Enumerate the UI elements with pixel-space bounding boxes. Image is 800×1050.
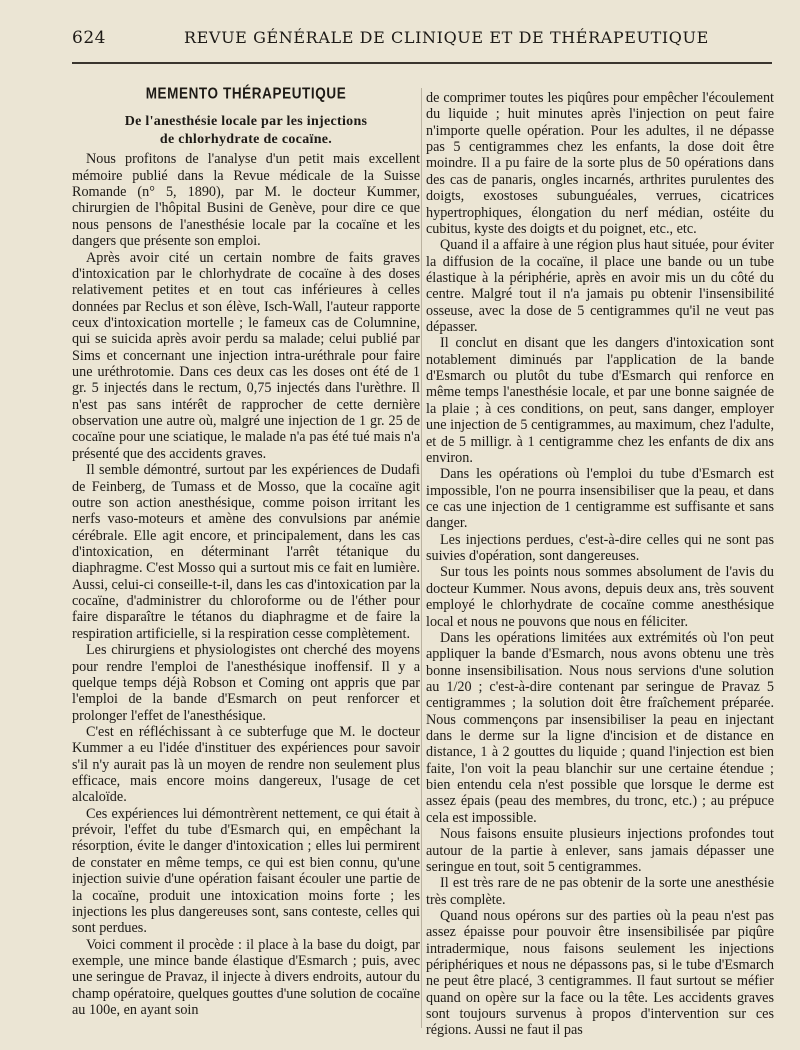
running-head: REVUE GÉNÉRALE DE CLINIQUE ET DE THÉRAPEUTIQUE <box>184 28 709 47</box>
paragraph: Quand nous opérons sur des parties où la peau n'est pas assez épaisse pour pouvoir être insensibilisée par piqûre intradermique, nous faisons seulement les injections périphériques et nous ne dépassons pas, si le tube d'Esmarch ne peut être placé, 3 centigrammes. Il faut surtout se méfier quand on opère sur la face ou la tête. Les accidents graves sont toujours survenus à propos d'intervention sur ces régions. Aussi ne faut il pas <box>426 907 774 1039</box>
paragraph: Sur tous les points nous sommes absolument de l'avis du docteur Kummer. Nous avons, depuis deux ans, très souvent employé le chlorhydrate de cocaïne comme anesthésique local et nous ne pouvons que nous en féliciter. <box>426 564 774 630</box>
article-title-line1: De l'anesthésie locale par les injections <box>124 114 368 130</box>
paragraph: Voici comment il procède : il place à la base du doigt, par exemple, une mince bande élastique d'Esmarch ; puis, avec une seringue de Pravaz, il injecte à divers endroits, autour du champ opératoire, quelques gouttes d'une solution de cocaïne au 100e, en ayant soin <box>72 936 420 1019</box>
paragraph: Nous profitons de l'analyse d'un petit mais excellent mémoire publié dans la Revue médicale de la Suisse Romande (n° 5, 1890), par M. le docteur Kummer, chirurgien de l'hôpital Busini de Genève, pour dire ce que nous pensons de l'anesthésie locale par la cocaïne et les dangers que présente son emploi. <box>72 151 420 250</box>
section-title: MEMENTO THÉRAPEUTIQUE <box>145 84 347 103</box>
paragraph: Après avoir cité un certain nombre de faits graves d'intoxication par le chlorhydrate de cocaïne à des doses relativement petites et en tout cas inférieures à celles données par Reclus et son élève, Isch-Wall, l'auteur rapporte ceux d'intoxication mortelle ; le fameux cas de Columnine, qui se suicida après avoir perdu sa malade; celui publié par Sims et concernant une injection intra-uréthrale pour faire une uréthrotomie. Dans ces deux cas les doses ont été de 1 gr. 5 injectés dans le rectum, 0,75 injectés dans l'urèthre. Il n'est pas sans intérêt de rapprocher de cette dernière observation une autre où, malgré une injection de 1 gr. 25 de cocaïne pour une sciatique, le malade n'a pas été tué mais n'a présenté que des accidents graves. <box>72 249 420 462</box>
paragraph: C'est en réfléchissant à ce subterfuge que M. le docteur Kummer a eu l'idée d'instituer des expériences pour savoir s'il n'y aurait pas là un moyen de rendre non seulement plus efficace, mais encore moins dangereux, l'usage de cet alcaloïde. <box>72 723 420 806</box>
paragraph: Quand il a affaire à une région plus haut située, pour éviter la diffusion de la cocaïne, il place une bande ou un tube élastique à la périphérie, après en avoir mis un du côté du centre. Malgré tout il n'a jamais pu obtenir l'insensibilité osseuse, avec la dose de 5 centigrammes qu'il ne veut pas dépasser. <box>426 237 774 336</box>
header-rule <box>72 62 772 64</box>
paragraph: Les injections perdues, c'est-à-dire celles qui ne sont pas suivies d'opération, sont dangereuses. <box>426 531 774 565</box>
article-title-line2: de chlorhydrate de cocaïne. <box>159 131 333 147</box>
paragraph: Dans les opérations limitées aux extrémités où l'on peut appliquer la bande d'Esmarch, nous avons obtenu une très bonne insensibilisation. Nous nous servions d'une solution au 1/20 ; c'est-à-dire contenant par seringue de Pravaz 5 centigrammes ; la solution doit être fraîchement préparée. Nous commençons par insensibiliser la peau en injectant dans le derme sur la ligne d'incision et de distance en distance, 1 à 2 gouttes du liquide ; quand l'injection est bien faite, l'on voit la peau blanchir sur une certaine étendue ; bien entendu cela n'est possible que lorsque le derme est assez épais (peau des membres, du tronc, etc.) ; au prépuce cela est impossible. <box>426 629 774 826</box>
page-header <box>72 28 772 52</box>
paragraph: Les chirurgiens et physiologistes ont cherché des moyens pour rendre l'emploi de l'anesthésique inoffensif. Il y a quelque temps déjà Robson et Coming ont appris que par l'emploi de la bande d'Esmarch on peut renforcer et prolonger l'effet de l'anesthésique. <box>72 642 420 724</box>
right-column <box>426 90 774 1039</box>
column-divider <box>421 88 422 1028</box>
paragraph: Nous faisons ensuite plusieurs injections profondes tout autour de la partie à enlever, sans jamais dépasser une seringue en tout, soit 5 centigrammes. <box>426 826 774 875</box>
paragraph-continued: de comprimer toutes les piqûres pour empêcher l'écoulement du liquide ; huit minutes après l'injection on peut faire n'importe quelle opération. Pour les adultes, il ne dépasse pas 5 centigrammes chez les enfants, la dose doit être moindre. Il a pu faire de la sorte plus de 50 opérations dans des cas de panaris, ongles incarnés, arthrites purulentes des doigts, exostoses subunguéales, verrues, cicatrices hypertrophiques, élongation du nerf médian, ostéite du cubitus, kyste des doigts et du poignet, etc., etc. <box>426 90 774 237</box>
page-number: 624 <box>72 28 106 48</box>
paragraph: Il conclut en disant que les dangers d'intoxication sont notablement diminués par l'application de la bande d'Esmarch ou plutôt du tube d'Esmarch qui renforce en même temps l'anesthésie locale, et par une bonne saignée de la plaie ; à ces conditions, on peut, sans danger, employer une injection de 5 centigrammes, au maximum, chez l'adulte, et de 5 milligr. à 1 centigramme chez les enfants de dix ans environ. <box>426 335 774 466</box>
paragraph: Ces expériences lui démontrèrent nettement, ce qui était à prévoir, l'effet du tube d'Esmarch qui, en empêchant la résorption, évite le danger d'intoxication ; elles lui permirent de constater en même temps, ce qui est bien connu, qu'une injection suivie d'une opération faisant écouler une partie de la cocaïne, produit une intoxication moins forte ; les injections les plus dangereuses sont, sans conteste, celles qui sont perdues. <box>72 805 420 937</box>
paragraph: Dans les opérations où l'emploi du tube d'Esmarch est impossible, l'on ne pourra insensibiliser que la peau, et dans ce cas une injection de 1 centigramme est suffisante et sans danger. <box>426 466 774 532</box>
paragraph: Il est très rare de ne pas obtenir de la sorte une anesthésie très complète. <box>426 875 774 908</box>
paragraph: Il semble démontré, surtout par les expériences de Dudafi de Feinberg, de Tumass et de Mosso, que la cocaïne agit outre son action anesthésique, comme poison irritant les nerfs vaso-moteurs et amène des convulsions par anémie cérébrale. Elle agit encore, et principalement, dans les cas d'intoxication, en déterminant l'arrêt tétanique du diaphragme. C'est Mosso qui a surtout mis ce fait en lumière. Aussi, celui-ci conseille-t-il, dans les cas d'intoxication par la cocaïne, d'administrer du chloroforme ou de l'éther pour faire disparaître le tétanos du diaphragme et de faire la respiration artificielle, si la respiration cesse complètement. <box>72 462 420 642</box>
left-column <box>72 86 420 1018</box>
